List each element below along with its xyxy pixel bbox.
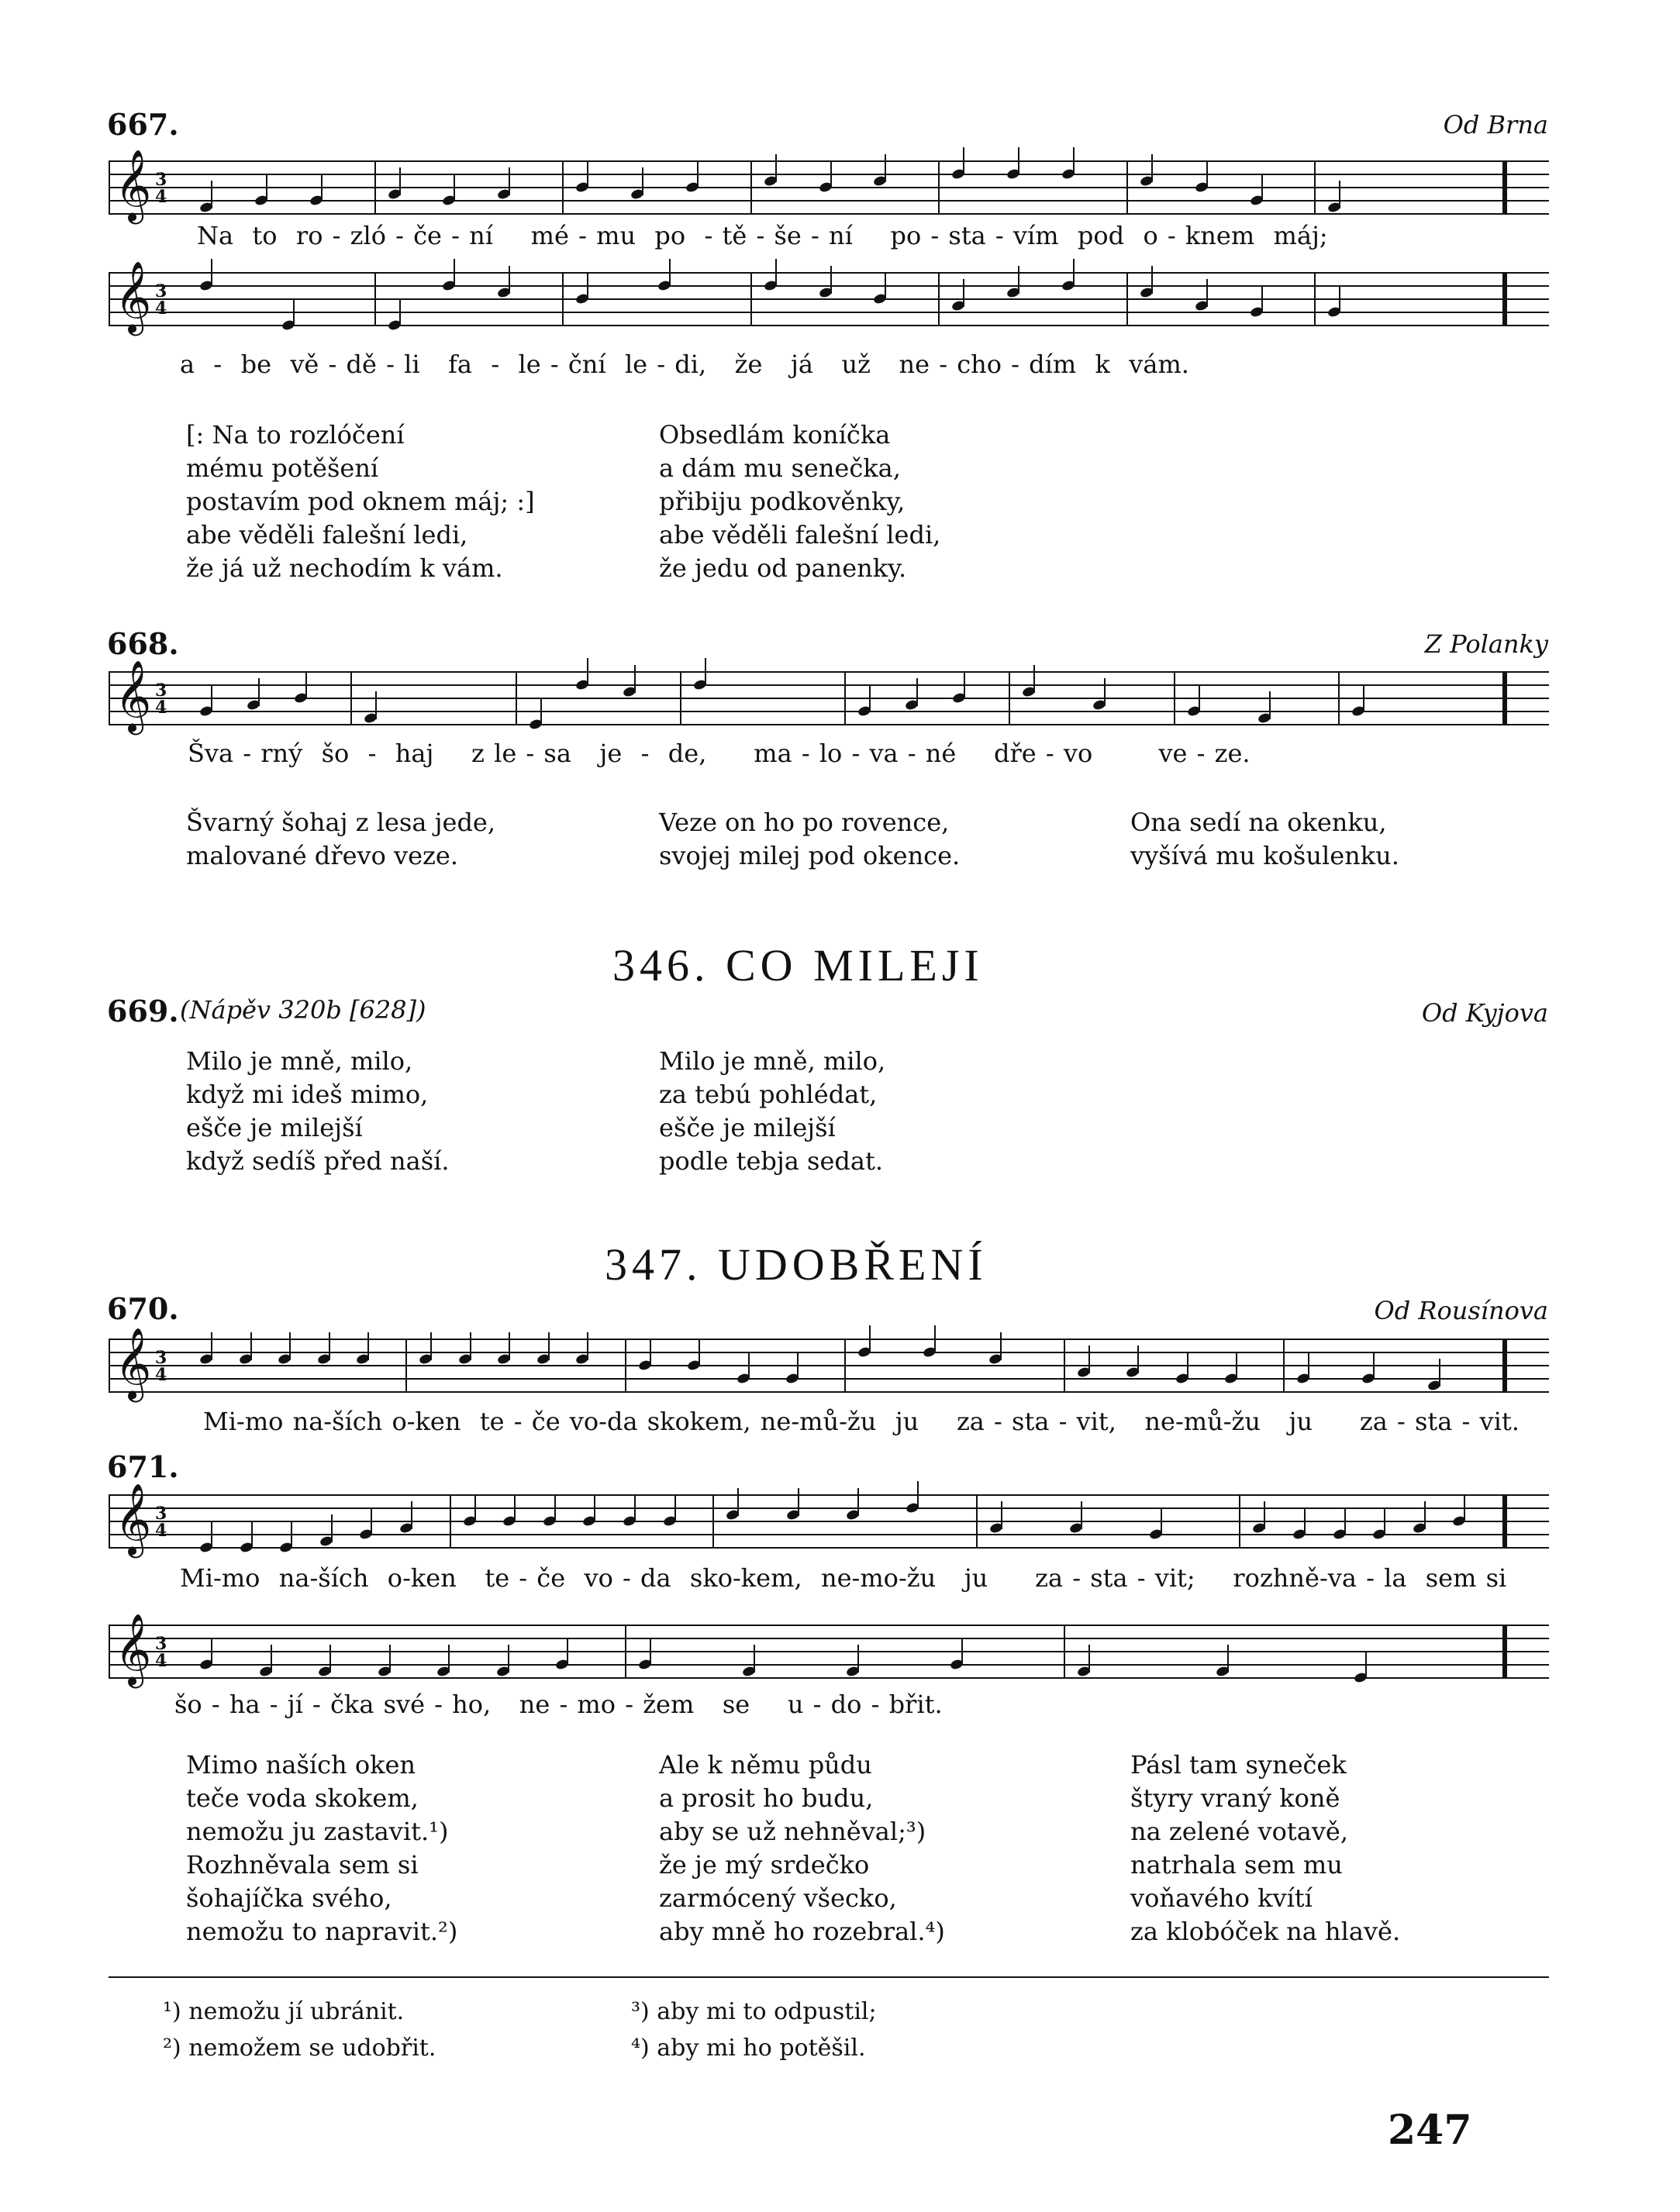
note-stem <box>587 160 588 188</box>
note-stem <box>1033 665 1035 693</box>
final-barline <box>1502 671 1507 725</box>
time-signature: 3 4 <box>155 281 167 319</box>
verse-block <box>186 1749 457 1948</box>
note-stem <box>857 1645 859 1673</box>
note-stem <box>331 1514 333 1542</box>
verse-block <box>659 1045 885 1178</box>
verse-block <box>1130 1749 1400 1948</box>
note-stem <box>211 259 212 287</box>
barline <box>1174 671 1175 725</box>
barline <box>1009 671 1010 725</box>
barline <box>374 160 376 215</box>
note-stem <box>250 1332 252 1360</box>
barline <box>844 1339 846 1393</box>
treble-clef-icon: 𝄞 <box>115 1327 152 1399</box>
note-stem <box>1018 266 1019 294</box>
note-stem <box>916 678 918 706</box>
music-staff <box>109 1613 1549 1685</box>
note-stem <box>454 259 455 287</box>
footnote-rule <box>109 1976 1549 1978</box>
verse-line: šohajíčka svého, <box>186 1883 392 1913</box>
note-stem <box>1081 1501 1082 1529</box>
verse-block <box>1130 806 1399 873</box>
barline <box>712 1494 714 1549</box>
barline <box>625 1339 626 1393</box>
time-signature: 3 4 <box>155 1634 167 1671</box>
note-stem <box>830 160 832 188</box>
note-stem <box>266 174 267 202</box>
verse-block <box>186 806 495 873</box>
staff-line <box>109 160 1549 162</box>
barline <box>1126 272 1128 326</box>
note-stem <box>963 147 964 175</box>
staff-line <box>109 1391 1549 1393</box>
barline <box>1064 1339 1065 1393</box>
staff-line <box>109 1494 1549 1496</box>
note-stem <box>1073 147 1075 175</box>
barline <box>938 272 940 326</box>
staff-line <box>109 1521 1549 1522</box>
song-origin: Od Rousínova <box>1374 1296 1548 1325</box>
verse-line: malované dřevo veze. <box>186 841 459 870</box>
note-stem <box>1000 1332 1002 1360</box>
barline <box>1283 1339 1285 1393</box>
note-stem <box>548 1332 550 1360</box>
note-stem <box>775 154 777 182</box>
note-stem <box>1339 181 1340 208</box>
note-stem <box>674 1494 676 1522</box>
barline <box>1064 1625 1065 1679</box>
lyrics-line: a - be vě - dě - li fa - le - ční le - di, že já už ne - cho - dím k vám. <box>180 350 1189 379</box>
verse-line: ešče je milejší <box>659 1113 836 1142</box>
note-stem <box>587 658 588 686</box>
note-stem <box>509 1332 510 1360</box>
song-number: 670. <box>107 1291 179 1326</box>
note-stem <box>258 678 260 706</box>
barline <box>405 1339 407 1393</box>
footnote: ¹) nemožu jí ubránit. <box>163 1998 405 2025</box>
staff-line <box>109 1365 1549 1366</box>
note-stem <box>917 1481 919 1509</box>
note-stem <box>650 1339 651 1366</box>
note-stem <box>1088 1645 1090 1673</box>
footnote: ²) nemožem se udobřit. <box>163 2035 436 2062</box>
verse-block <box>659 806 960 873</box>
staff-line <box>109 1625 1549 1626</box>
treble-clef-icon: 𝄞 <box>115 1613 152 1685</box>
staff-line <box>109 1339 1549 1340</box>
note-stem <box>454 174 455 202</box>
note-stem <box>1151 154 1153 182</box>
note-stem <box>642 167 643 195</box>
verse-line: Ale k němu půdu <box>659 1750 872 1780</box>
time-signature: 3 4 <box>155 1348 167 1385</box>
music-staff <box>109 660 1549 732</box>
verse-line: [: Na to rozlóčení <box>186 420 405 450</box>
verse-line: svojej milej pod okence. <box>659 841 961 870</box>
music-staff <box>109 1327 1549 1399</box>
barline <box>109 1339 110 1393</box>
verse-line: na zelené votavě, <box>1130 1817 1349 1846</box>
note-stem <box>963 279 964 307</box>
song-number: 671. <box>107 1449 179 1484</box>
staff-line <box>109 213 1549 215</box>
verse-line: Veze on ho po rovence, <box>659 808 950 837</box>
section-heading: 346. CO MILEJI <box>612 940 984 991</box>
note-stem <box>540 698 542 725</box>
verse-line: Pásl tam syneček <box>1130 1750 1347 1780</box>
verse-block <box>659 1749 945 1948</box>
note-stem <box>869 1325 871 1353</box>
verse-block <box>186 1045 450 1178</box>
note-stem <box>1308 1352 1309 1380</box>
barline <box>625 1625 626 1679</box>
barline <box>516 671 517 725</box>
verse-line: mému potěšení <box>186 453 379 483</box>
song-number: 668. <box>107 626 179 661</box>
barline <box>109 160 110 215</box>
note-stem <box>1018 147 1019 175</box>
staff-line <box>109 711 1549 712</box>
note-stem <box>885 154 886 182</box>
verse-line: za klobóček na hlavě. <box>1130 1917 1401 1946</box>
note-stem <box>1151 266 1153 294</box>
barline <box>374 272 376 326</box>
note-stem <box>1073 259 1075 287</box>
barline <box>680 671 681 725</box>
barline <box>562 160 564 215</box>
barline <box>450 1494 451 1549</box>
final-barline <box>1502 1339 1507 1393</box>
song-number: 667. <box>107 107 179 142</box>
verse-line: Ona sedí na okenku, <box>1130 808 1387 837</box>
note-stem <box>211 1521 212 1549</box>
verse-line: aby se už nehněval;³) <box>659 1817 926 1846</box>
note-stem <box>399 167 401 195</box>
note-stem <box>650 1638 651 1666</box>
note-stem <box>554 1494 556 1522</box>
note-stem <box>1424 1501 1426 1529</box>
barline <box>109 1494 110 1549</box>
lyrics-line: Šva - rný šo - haj z le - sa je - de, ma - lo - va - né dře - vo ve - ze. <box>188 739 1251 768</box>
barline <box>109 1625 110 1679</box>
note-stem <box>508 1645 509 1673</box>
note-stem <box>869 684 871 712</box>
note-stem <box>470 1332 471 1360</box>
staff-line <box>109 1378 1549 1380</box>
note-stem <box>1261 174 1263 202</box>
staff-line <box>109 298 1549 300</box>
note-stem <box>961 1638 963 1666</box>
note-stem <box>934 1325 936 1353</box>
note-stem <box>1264 1501 1265 1529</box>
note-stem <box>587 1332 588 1360</box>
note-stem <box>211 1332 212 1360</box>
final-barline <box>1502 1494 1507 1549</box>
verse-line: že je mý srdečko <box>659 1850 870 1880</box>
note-stem <box>509 266 510 294</box>
music-staff <box>109 149 1549 221</box>
note-stem <box>1373 1352 1375 1380</box>
section-heading: 347. UDOBŘENÍ <box>605 1239 988 1290</box>
verse-line: aby mně ho rozebral.⁴) <box>659 1917 945 1946</box>
verse-line: ešče je milejší <box>186 1113 363 1142</box>
staff-line <box>109 174 1549 175</box>
note-stem <box>291 1521 292 1549</box>
note-stem <box>1439 1359 1440 1387</box>
note-stem <box>748 1352 750 1380</box>
verse-block <box>186 419 535 585</box>
note-stem <box>367 1332 369 1360</box>
note-stem <box>1137 1345 1139 1373</box>
song-origin: Od Kyjova <box>1421 998 1548 1028</box>
song-number: 669. <box>107 994 179 1028</box>
time-signature: 3 4 <box>155 1504 167 1541</box>
note-stem <box>375 691 377 719</box>
music-staff <box>109 1483 1549 1555</box>
barline <box>109 272 110 326</box>
verse-line: teče voda skokem, <box>186 1783 419 1813</box>
note-stem <box>587 272 588 300</box>
barline <box>1239 1494 1240 1549</box>
verse-line: vyšívá mu košulenku. <box>1130 841 1399 870</box>
note-stem <box>669 259 671 287</box>
note-stem <box>754 1645 755 1673</box>
page-number: 247 <box>1388 2107 1472 2154</box>
verse-line: abe věděli falešní ledi, <box>186 520 468 550</box>
staff-line <box>109 724 1549 725</box>
lyrics-line: Mi-mo na-ších o-ken te - če vo-da skokem, ne-mů-žu ju za - sta - vit, ne-mů-žu ju za - sta - vit. <box>203 1407 1520 1436</box>
staff-line <box>109 1638 1549 1639</box>
barline <box>844 671 846 725</box>
song-origin: Z Polanky <box>1424 629 1548 659</box>
barline <box>750 160 752 215</box>
verse-line: štyry vraný koně <box>1130 1783 1340 1813</box>
note-stem <box>399 298 401 326</box>
note-stem <box>329 1645 331 1673</box>
staff-line <box>109 285 1549 287</box>
staff-line <box>109 698 1549 699</box>
note-stem <box>289 1332 291 1360</box>
time-signature: 3 4 <box>155 170 167 207</box>
staff-line <box>109 1507 1549 1509</box>
verse-line: za tebú pohlédat, <box>659 1080 878 1109</box>
note-stem <box>305 671 307 699</box>
note-stem <box>1104 678 1106 706</box>
barline <box>976 1494 978 1549</box>
note-stem <box>697 160 699 188</box>
note-stem <box>594 1494 595 1522</box>
staff-line <box>109 1664 1549 1666</box>
footnote: ⁴) aby mi ho potěšil. <box>631 2035 866 2062</box>
note-stem <box>634 1494 636 1522</box>
note-stem <box>798 1488 799 1516</box>
note-stem <box>293 298 295 326</box>
staff-line <box>109 1352 1549 1353</box>
staff-line <box>109 272 1549 274</box>
note-stem <box>474 1494 476 1522</box>
verse-line: nemožu to napravit.²) <box>186 1917 458 1946</box>
note-stem <box>389 1645 391 1673</box>
note-stem <box>699 1339 700 1366</box>
note-stem <box>371 1507 372 1535</box>
note-stem <box>1269 691 1271 719</box>
barline <box>350 671 352 725</box>
verse-line: Obsedlám koníčka <box>659 420 891 450</box>
note-stem <box>271 1645 272 1673</box>
staff-line <box>109 671 1549 673</box>
note-stem <box>1206 160 1208 188</box>
verse-line: abe věděli falešní ledi, <box>659 520 941 550</box>
note-stem <box>514 1494 516 1522</box>
verse-line: že já už nechodím k vám. <box>186 553 503 583</box>
note-stem <box>1187 1352 1188 1380</box>
final-barline <box>1502 272 1507 326</box>
verse-line: Mimo naších oken <box>186 1750 416 1780</box>
note-stem <box>705 658 706 686</box>
note-stem <box>964 671 965 699</box>
staff-line <box>109 200 1549 202</box>
verse-line: Milo je mně, milo, <box>659 1046 886 1076</box>
barline <box>1314 160 1316 215</box>
note-stem <box>857 1488 859 1516</box>
note-stem <box>1199 684 1200 712</box>
verse-block <box>659 419 940 585</box>
verse-line: a prosit ho budu, <box>659 1783 874 1813</box>
note-stem <box>1344 1507 1346 1535</box>
verse-line: když sedíš před naší. <box>186 1146 450 1176</box>
treble-clef-icon: 𝄞 <box>115 1483 152 1555</box>
note-stem <box>1088 1345 1090 1373</box>
note-stem <box>885 272 886 300</box>
note-stem <box>321 174 323 202</box>
note-stem <box>737 1488 739 1516</box>
note-stem <box>411 1501 412 1529</box>
note-stem <box>1236 1352 1237 1380</box>
note-stem <box>830 266 832 294</box>
note-stem <box>509 167 510 195</box>
note-stem <box>1464 1494 1465 1522</box>
verse-line: natrhala sem mu <box>1130 1850 1343 1880</box>
note-stem <box>1363 684 1364 712</box>
note-stem <box>1261 285 1263 313</box>
barline <box>562 272 564 326</box>
note-stem <box>1365 1651 1367 1679</box>
final-barline <box>1502 1625 1507 1679</box>
song-origin: Od Brna <box>1443 110 1548 140</box>
note-stem <box>211 684 212 712</box>
note-stem <box>775 259 777 287</box>
time-signature: 3 4 <box>155 680 167 718</box>
verse-line: voňavého kvítí <box>1130 1883 1313 1913</box>
barline <box>109 671 110 725</box>
note-stem <box>1339 285 1340 313</box>
staff-line <box>109 1677 1549 1679</box>
note-stem <box>1001 1501 1002 1529</box>
note-stem <box>1384 1507 1385 1535</box>
barline <box>1126 160 1128 215</box>
note-stem <box>1304 1507 1306 1535</box>
note-stem <box>211 181 212 208</box>
staff-line <box>109 325 1549 326</box>
note-stem <box>797 1352 799 1380</box>
verse-line: nemožu ju zastavit.¹) <box>186 1817 449 1846</box>
verse-line: Švarný šohaj z lesa jede, <box>186 808 496 837</box>
lyrics-line: Na to ro - zló - če - ní mé - mu po - tě - še - ní po - sta - vím pod o - knem máj; <box>197 221 1328 250</box>
staff-line <box>109 684 1549 686</box>
note-stem <box>211 1638 212 1666</box>
note-stem <box>251 1521 253 1549</box>
verse-line: zarmócený všecko, <box>659 1883 897 1913</box>
barline <box>938 160 940 215</box>
barline <box>1314 272 1316 326</box>
barline <box>1338 671 1340 725</box>
verse-line: podle tebja sedat. <box>659 1146 883 1176</box>
verse-line: Milo je mně, milo, <box>186 1046 413 1076</box>
note-stem <box>430 1332 432 1360</box>
treble-clef-icon: 𝄞 <box>115 149 152 221</box>
note-stem <box>634 665 636 693</box>
verse-line: že jedu od panenky. <box>659 553 907 583</box>
note-stem <box>567 1638 568 1666</box>
barline <box>750 272 752 326</box>
note-stem <box>1227 1645 1229 1673</box>
verse-line: a dám mu senečka, <box>659 453 901 483</box>
treble-clef-icon: 𝄞 <box>115 660 152 732</box>
tune-reference: (Nápěv 320b [628]) <box>180 995 426 1025</box>
verse-line: Rozhněvala sem si <box>186 1850 419 1880</box>
note-stem <box>1161 1507 1162 1535</box>
footnote: ³) aby mi to odpustil; <box>631 1998 877 2025</box>
verse-line: když mi ideš mimo, <box>186 1080 429 1109</box>
note-stem <box>448 1645 450 1673</box>
lyrics-line: Mi-mo na-ších o-ken te - če vo - da sko-kem, ne-mo-žu ju za - sta - vit; rozhně-va - la sem si <box>180 1563 1507 1593</box>
staff-line <box>109 1651 1549 1652</box>
note-stem <box>329 1332 330 1360</box>
lyrics-line: šo - ha - jí - čka své - ho, ne - mo - žem se u - do - břit. <box>174 1690 943 1719</box>
music-staff <box>109 260 1549 332</box>
treble-clef-icon: 𝄞 <box>115 260 152 332</box>
staff-line <box>109 1547 1549 1549</box>
verse-line: přibiju podkověnky, <box>659 487 906 516</box>
final-barline <box>1502 160 1507 215</box>
verse-line: postavím pod oknem máj; :] <box>186 487 535 516</box>
note-stem <box>1206 279 1208 307</box>
